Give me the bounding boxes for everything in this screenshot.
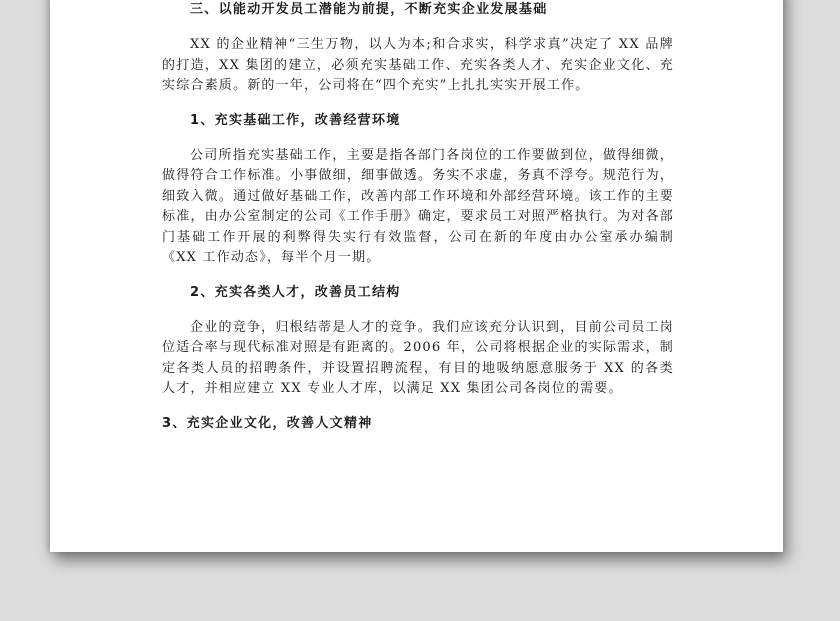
subsection-heading-3: 3、充实企业文化，改善人文精神 — [162, 415, 373, 431]
section-heading-main: 三、以能动开发员工潜能为前提，不断充实企业发展基础 — [190, 2, 548, 17]
subsection-heading-1: 1、充实基础工作，改善经营环境 — [190, 112, 401, 128]
subsection-paragraph-1: 公司所指充实基础工作，主要是指各部门各岗位的工作要做到位，做得细微，做得符合工作标准。小事做细，细事做透。务实不求虚，务真不浮夸。规范行为，细致入微。通过做好基础工作，改善内部工作环境和外部经营环境。该工作的主要标准，由办公室制定的公司《工作手册》确定，要求员工对照严格执行。为对各部门基础工作开展的利弊得失实行有效监督，公司在新的年度由办公室承办编制《XX 工作动态》，每半个月一期。 — [162, 147, 674, 265]
document-body — [162, 0, 674, 434]
document-page — [50, 0, 783, 552]
intro-paragraph: XX 的企业精神“三生万物，以人为本;和合求实，科学求真”决定了 XX 品牌的打造，XX 集团的建立，必须充实基础工作、充实各类人才、充实企业文化、充实综合素质。新的一年，公司将在“四个充实”上扎扎实实开展工作。 — [162, 37, 674, 93]
subsection-heading-2: 2、充实各类人才，改善员工结构 — [190, 284, 401, 300]
subsection-paragraph-2: 企业的竞争，归根结蒂是人才的竞争。我们应该充分认识到，目前公司员工岗位适合率与现代标准对照是有距离的。2006 年，公司将根据企业的实际需求，制定各类人员的招聘条件，并设置招聘流程，有目的地吸纳愿意服务于 XX 的各类人才，并相应建立 XX 专业人才库，以满足 XX 集团公司各岗位的需要。 — [162, 319, 674, 396]
